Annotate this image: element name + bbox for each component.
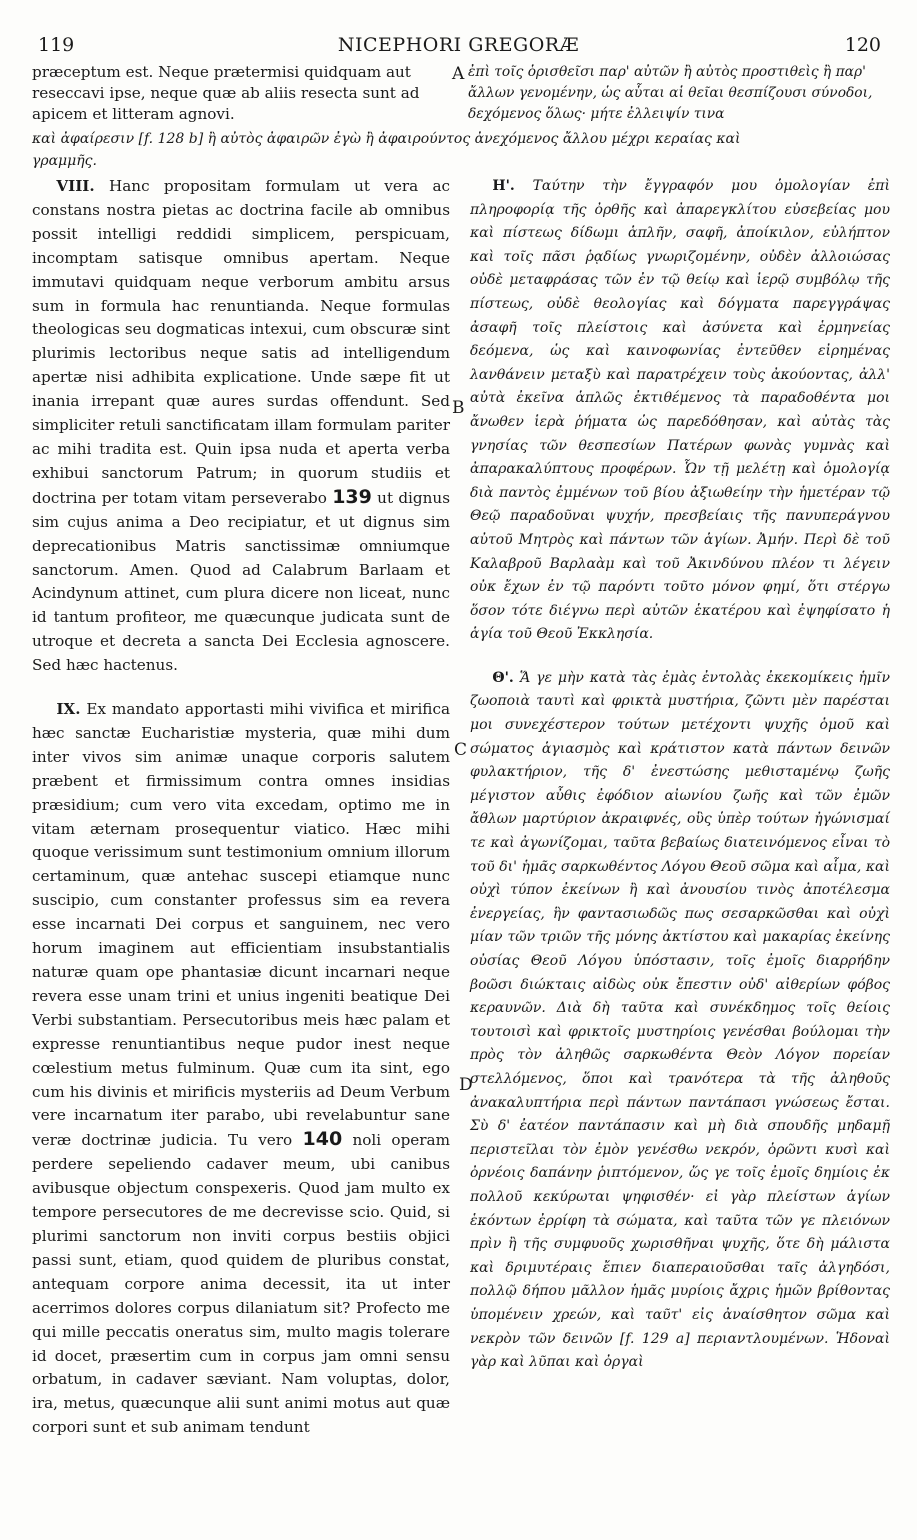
intro-greek: ἐπὶ τοῖς ὁρισθεῖσι παρ' αὐτῶν ἢ αὐτὸς προστιθεὶς ἢ παρ' ἄλλων γενομένην, ὡς αὗται αἱ θεῖαι θεσπίζουσι σύνοδοι, δεχόμενος ὅλως· μήτε ἐλλειψίν τινα: [468, 64, 873, 122]
paragraph-text: ut dignus sim cujus anima a Deo recipiatur, et ut dignus sim deprecationibus Matris sanctissimæ omniumque sanctorum. Amen. Quod ad Calabrum Barlaam et Acindynum attinet, cum plura dicere non liceat, nunc id tantum profiteor, me quæcunque judicata sunt de utroque et decreta a sancta Dei Ecclesia agnoscere. Sed hæc hactenus.: [32, 488, 450, 675]
intro-span-line: καὶ ἀφαίρεσιν [f. 128 b] ἢ αὐτὸς ἀφαιρῶν ἐγὼ ἢ ἀφαιρούντος ἀνεχόμενος ἄλλου μέχρι κεραίας καὶ: [32, 131, 741, 147]
paragraph-text: noli operam perdere sepeliendo cadaver meum, ubi canibus avibusque objectum conspexeris. Quod jam multo ex tempore persecutores de me decrevisse scio. Quid, si plurimi sanctorum non inviti corpus bestiis objici passi sunt, etiam, quod quidem de pluribus constat, antequam corpore anima decessit, ita ut inter acerrimos dolores corpus dilaniatum sit? Profecto me qui mille peccatis oneratus sim, multo magis tolerare id docet, præsertim cum in corpus jam omni sensu orbatum, in cadaver sæviant. Nam voluptas, dolor, ira, metus, quæcunque alii sunt animi motus aut quæ corpori sunt et sub animam tendunt: [32, 1131, 451, 1437]
margin-marker-b: B: [452, 398, 465, 418]
paragraph-text: Ex mandato apportasti mihi vivifica et mirifica hæc sanctæ Eucharistiæ mysteria, quæ mihi dum inter vivos sim animæ unaque corporis salutem præbent et firmissimum contra omnes insidias præsidium; cum vero vita excedam, optimo me in vitam æternam prosequentur viatico. Hæc mihi quoque verissimum sunt testimonium omnium illorum certaminum, quæ antehac suscepi etiamque nunc suscipio, cum constanter professus sim ea revera esse incarnati Dei corpus et sanguinem, nec vero horum imaginem aut efficientiam insubstantialis naturæ quam ope phantasiæ dicunt incarnari neque revera esse unam trini et unius ingeniti beatique Dei Verbi substantiam. Persecutoribus meis hæc palam et expresse renuntiantibus neque pudor inest neque cœlestium metus fulminum. Quæ cum ita sint, ego cum his divinis et mirificis mysteriis ad Deum Verbum vere incarnatum iter parabo, ubi revelabuntur sane veræ doctrinæ judicia. Tu vero: [32, 700, 450, 1150]
greek-column: [470, 175, 890, 1375]
margin-marker-c: C: [454, 740, 468, 760]
intro-latin: præceptum est. Neque prætermisi quidquam aut reseccavi ipse, neque quæ ab aliis resecta sunt ad apicem et litteram agnovi.: [32, 63, 420, 123]
page-number-right: 120: [844, 34, 881, 56]
intro-span-line-2: γραμμῆς.: [32, 153, 97, 169]
running-head: [30, 30, 887, 54]
running-title: NICEPHORI GREGORÆ: [337, 34, 580, 56]
section-number: Θ'.: [492, 669, 514, 686]
latin-column: [32, 175, 450, 1440]
paragraph-text: Ἅ γε μὴν κατὰ τὰς ἐμὰς ἐντολὰς ἐκεκομίκεις ἡμῖν ζωοποιὰ ταυτὶ καὶ φρικτὰ μυστήρια, ζῶντι μὲν παρέσται μοι συνεχέστερον τούτων μετέχοντι ψυχῆς ὁμοῦ καὶ σώματος ἁγιασμὸς καὶ κράτιστον κατὰ πάντων δεινῶν φυλακτήριον, τῆς δ' ἐνεστώσης μεθισταμένῳ ζωῆς μέγιστον αὖθις ἐφόδιον αἰωνίου ζωῆς καὶ τῶν ἐμῶν ἄθλων μαρτύριον ἀκραιφνές, οὓς ὑπὲρ τούτων ἠγώνισμαί τε καὶ ἀγωνίζομαι, ταῦτα βεβαίως διατεινόμενος εἶναι τὸ τοῦ δι' ἡμᾶς σαρκωθέντος Λόγου Θεοῦ σῶμα καὶ αἷμα, καὶ οὐχὶ τύπον ἐκείνων ἢ καὶ ἀνουσίου τινὸς ἀποτέλεσμα ἐνεργείας, ἣν φαντασιωδῶς πως σεσαρκῶσθαι καὶ οὐχὶ μίαν τῶν τριῶν τῆς μόνης ἀκτίστου καὶ μακαρίας ἐκείνης οὐσίας Θεοῦ Λόγου ὑπόστασιν, τοῖς ἐμοῖς διαρρήδην βοῶσι διώκταις αἰδὼς οὐκ ἔπεστιν οὐδ' αἰθερίων φόβος κεραυνῶν. Διὰ δὴ ταῦτα καὶ συνέκδημος τοῖς θείοις τουτοισὶ καὶ φρικτοῖς μυστηρίοις γενέσθαι βούλομαι τὴν πρὸς τὸν ἀληθῶς σαρκωθέντα Θεὸν Λόγον πορείαν στελλόμενος, ὅποι καὶ τρανότερα τὰ τῆς ἀληθοῦς ἀνακαλυπτήρια περὶ πάντων παντάπασι γνώσεως ἔσται. Σὺ δ' ἐατέον παντάπασιν καὶ μὴ διὰ σπουδῆς μηδαμῇ περιστεῖλαι τὸν ἐμὸν γενέσθω νεκρόν, ὁρῶντι κυσὶ καὶ ὀρνέοις δαπάνην ῥιπτόμενον, ὥς γε τοῖς ἐμοῖς δημίοις ἐκ πολλοῦ κεκύρωται ψηφισθέν· εἰ γὰρ πλείστων ἁγίων ἑκόντων ἐρρίφη τὰ σώματα, καὶ ταῦτα τῶν γε πλειόνων πρὶν ἢ τῆς συμφυοῦς χωρισθῆναι ψυχῆς, ὅτε δὴ μάλιστα καὶ δριμυτέραις ἔπιεν διαπεραιοῦσθαι ταῖς ἀλγηδόσι, πολλῷ δήπου μᾶλλον ἡμᾶς μυρίοις ἄχρις ἡμῶν βρίθοντας ὑπομένειν χρεών, καὶ ταῦτ' εἰς ἀναίσθητον σῶμα καὶ νεκρὸν τῶν δεινῶν: [470, 669, 890, 1347]
paragraph-text: Ταύτην τὴν ἔγγραφόν μου ὁμολογίαν ἐπὶ πληροφορίᾳ τῆς ὀρθῆς καὶ ἀπαρεγκλίτου εὐσεβείας μου καὶ πίστεως δίδωμι ἁπλῆν, σαφῆ, ἀποίκιλον, εὐλήπτον καὶ τοῖς πᾶσι ῥᾳδίως γνωριζομένην, οὐδὲν ἀλλοιώσας οὐδὲ μεταφράσας τῶν ἐν τῷ θείῳ καὶ ἱερῷ συμβόλῳ τῆς πίστεως, οὐδὲ θεολογίας καὶ δόγματα παρεγγράψας ἀσαφῆ τοῖς πλείστοις καὶ ἀσύνετα καὶ ἑρμηνείας δεόμενα, ὡς καὶ καινοφωνίας ἐντεῦθεν εἰρημένας λανθάνειν μεταξὺ καὶ παρατρέχειν τοὺς ἀκούοντας, ἀλλ' αὐτὰ ἐκεῖνα ἁπλῶς ἐκτιθέμενος τὰ παραδοθέντα μοι ἄνωθεν ἱερὰ ῥήματα ὡς παρεδόθησαν, καὶ αὐτὰς τὰς γνησίας τῶν θεσπεσίων Πατέρων φωνὰς γυμνὰς καὶ ἀπαρακαλύπτους προφέρων. Ὧν τῇ μελέτῃ καὶ ὁμολογίᾳ διὰ παντὸς ἐμμένων τοῦ βίου ἀξιωθείην τὴν ἡμετέραν τῷ Θεῷ παραδοῦναι ψυχήν, πρεσβείαις τῆς πανυπεράγνου αὐτοῦ Μητρὸς καὶ πάντων τῶν ἁγίων. Ἀμήν. Περὶ δὲ τοῦ Καλαβροῦ Βαρλαὰμ καὶ τοῦ Ἀκινδύνου πλέον τι λέγειν οὐκ ἔχων ἐν τῷ παρόντι τοῦτο μόνον φημί, ὅτι στέργω ὅσον τότε διέγνω περὶ αὐτῶν ἑκατέρου καὶ ἐψηφίσατο ἡ ἁγία τοῦ Θεοῦ Ἐκκλησία.: [470, 178, 890, 643]
folio-reference: [f. 129 a]: [619, 1330, 690, 1347]
greek-paragraph-8: [470, 175, 890, 647]
section-number: VIII.: [56, 177, 95, 195]
paragraph-text: Hanc propositam formulam ut vera ac constans nostra pietas ac doctrina facile ab omnibus possit intelligi reddidi simplicem, perspicuam, incomptam satisque omnibus apertam. Neque immutavi quidquam neque verborum ambitu arsus sum in formula hac renuntianda. Neque formulas theologicas seu dogmaticas intexui, cum obscuræ sint plurimis lectoribus neque satis ad intelligendum apertæ nisi adhibita explicatione. Unde sæpe fit ut inania irrepant quæ aures surdas offendunt. Sed simpliciter retuli sanctificatam illam formulam pariter ac mihi tradita est. Quin ipsa nuda et aperta verba exhibui sanctorum Patrum; in quorum studiis et doctrina per totam vitam perseverabo: [32, 177, 450, 507]
latin-paragraph-8: [32, 175, 450, 678]
margin-marker-a: A: [452, 64, 465, 84]
paragraph-text: περιαντλουμένων. Ἡδοναὶ γὰρ καὶ λῦπαι καὶ ὀργαὶ: [470, 1330, 890, 1371]
greek-paragraph-9: [470, 667, 890, 1375]
page-number-left: 119: [38, 34, 75, 56]
section-number: IX.: [56, 700, 81, 719]
margin-marker-d: D: [459, 1075, 473, 1095]
latin-paragraph-9: [32, 698, 450, 1440]
column-marker-140: 140: [302, 1128, 343, 1151]
section-number: Η'.: [492, 178, 515, 194]
column-marker-139: 139: [332, 485, 372, 508]
